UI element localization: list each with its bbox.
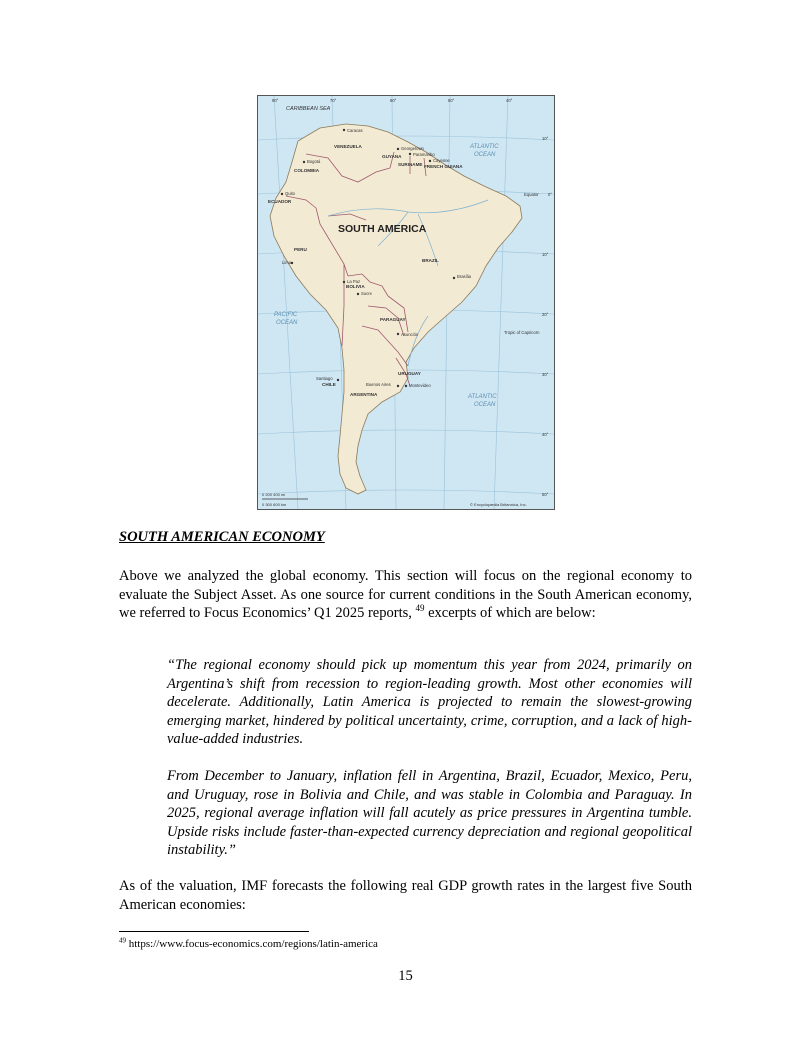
intro-paragraph <box>119 567 692 623</box>
city-label: La Paz <box>347 279 361 284</box>
land-mass <box>270 124 522 494</box>
page-number: 15 <box>398 968 413 984</box>
country-label: ARGENTINA <box>350 392 378 397</box>
map-svg <box>258 96 554 509</box>
city-label: Bogotá <box>307 159 321 164</box>
label-caribbean: CARIBBEAN SEA <box>286 106 331 112</box>
city-label: Brasília <box>457 274 471 279</box>
latitude-label: 50° <box>542 492 549 497</box>
country-label: PARAGUAY <box>380 317 406 322</box>
footnote-ref[interactable]: 49 <box>415 603 425 614</box>
map-title: SOUTH AMERICA <box>338 223 427 235</box>
footnote-link[interactable]: https://www.focus-economics.com/regions/latin-america <box>128 938 378 950</box>
latitude-label: 30° <box>542 372 549 377</box>
longitude-label: 70° <box>330 98 337 103</box>
city-label: Asunción <box>401 332 419 337</box>
map-scale <box>262 492 308 507</box>
quote-paragraph-2: From December to January, inflation fell in Argentina, Brazil, Ecuador, Mexico, Peru, and Uruguay, rose in Bolivia and Chile, and was stable in Colombia and Paraguay. In 2025, regional average inflation will fall acutely as price pressures in Argentina tumble. Upside risks include faster-than-expected currency depreciation and regional geopolitical instability.” <box>167 768 692 858</box>
country-label: COLOMBIA <box>294 168 320 173</box>
country-label: VENEZUELA <box>334 144 362 149</box>
tropic-label: Tropic of Capricorn <box>504 330 540 335</box>
equator-label: Equator <box>524 192 539 197</box>
latitude-label: 0° <box>548 192 553 197</box>
city-label: Cayenne <box>433 158 450 163</box>
longitude-label: 50° <box>448 98 455 103</box>
label-atlantic-north: ATLANTIC OCEAN <box>470 144 499 158</box>
latitude-label: 40° <box>542 432 549 437</box>
city-label: Quito <box>285 191 296 196</box>
label-atlantic-south: ATLANTIC OCEAN <box>468 394 497 408</box>
label-pacific: PACIFIC OCEAN <box>274 312 298 326</box>
latitude-label: 10° <box>542 136 549 141</box>
intro-text-end: excerpts of which are below: <box>428 605 596 621</box>
footnote-separator <box>119 931 309 932</box>
city-label: Caracas <box>347 128 363 133</box>
city-label: Sucre <box>361 291 372 296</box>
country-label: SURINAME <box>398 162 423 167</box>
quote-paragraph-1: “The regional economy should pick up momentum this year from 2024, primarily on Argentina’s shift from recession to region-leading growth. Most other economies will decelerate. Additionally, Latin America is projected to remain the slowest-growing emerging market, hindered by political uncertainty, crime, corruption, and a lack of high-value-added industries. <box>167 657 692 747</box>
longitude-label: 60° <box>390 98 397 103</box>
south-america-map <box>257 95 555 510</box>
intro-text: Above we analyzed the global economy. This section will focus on the regional economy to evaluate the Subject Asset. As one source for current conditions in the South American economy, we referred to Focus Economics’ Q1 2025 reports, <box>119 568 692 621</box>
country-label: ECUADOR <box>268 199 292 204</box>
country-label: BOLIVIA <box>346 284 365 289</box>
scale-mi: 0 200 400 mi <box>262 492 286 497</box>
country-label: BRAZIL <box>422 258 439 263</box>
city-label: Georgetown <box>401 146 424 151</box>
country-label: GUYANA <box>382 154 402 159</box>
country-label: PERU <box>294 247 307 252</box>
city-label: Santiago <box>316 376 333 381</box>
longitude-label: 90° <box>272 98 279 103</box>
map-credit: © Encyclopædia Britannica, Inc. <box>470 502 527 507</box>
footnote <box>119 938 378 950</box>
section-heading: SOUTH AMERICAN ECONOMY <box>119 529 325 545</box>
footnote-number: 49 <box>119 936 126 945</box>
country-label: URUGUAY <box>398 371 421 376</box>
country-label: FRENCH GUIANA <box>424 164 463 169</box>
city-label: Paramaribo <box>413 152 435 157</box>
city-label: Montevideo <box>409 383 431 388</box>
latitude-label: 10° <box>542 252 549 257</box>
latitude-label: 20° <box>542 312 549 317</box>
country-label: CHILE <box>322 382 336 387</box>
longitude-label: 40° <box>506 98 513 103</box>
city-label: Lima <box>282 260 292 265</box>
scale-km: 0 300 600 km <box>262 502 287 507</box>
closing-paragraph: As of the valuation, IMF forecasts the following real GDP growth rates in the largest five South American economies: <box>119 878 692 913</box>
city-label: Buenos Aires <box>366 382 391 387</box>
